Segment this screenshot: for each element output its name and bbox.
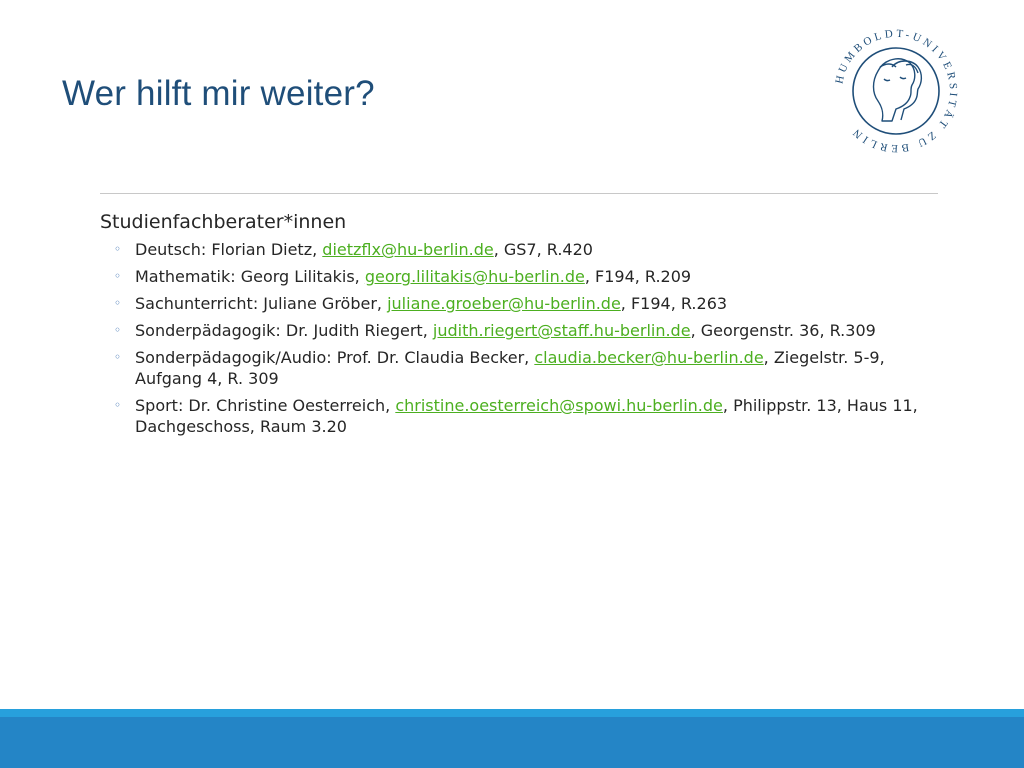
email-link[interactable]: georg.lilitakis@hu-berlin.de <box>364 267 585 286</box>
bullet-icon: ◦ <box>114 269 122 283</box>
bullet-icon: ◦ <box>114 296 122 310</box>
advisor-info: Sachunterricht: Juliane Gröber, <box>135 294 388 313</box>
bullet-icon: ◦ <box>114 242 122 256</box>
advisor-list-item <box>100 293 945 314</box>
email-link[interactable]: christine.oesterreich@spowi.hu-berlin.de <box>395 396 723 415</box>
email-link[interactable]: judith.riegert@staff.hu-berlin.de <box>432 321 691 340</box>
advisor-location: , GS7, R.420 <box>493 240 593 259</box>
footer-bar-accent <box>0 709 1024 717</box>
advisor-list-item <box>100 395 945 437</box>
bullet-icon: ◦ <box>114 350 122 364</box>
advisor-info: Sonderpädagogik: Dr. Judith Riegert, <box>135 321 433 340</box>
section-heading: Studienfachberater*innen <box>100 211 347 233</box>
advisor-location: , F194, R.209 <box>584 267 692 286</box>
advisor-location: , Philippstr. 13, Haus 11, Dachgeschoss, Raum 3.20 <box>135 396 918 436</box>
content-area <box>100 211 945 443</box>
advisor-location: , Georgenstr. 36, R.309 <box>690 321 876 340</box>
email-link[interactable]: dietzflx@hu-berlin.de <box>322 240 494 259</box>
advisor-list-item <box>100 266 945 287</box>
advisor-list-item <box>100 347 945 389</box>
advisor-location: , Ziegelstr. 5-9, Aufgang 4, R. 309 <box>135 348 885 388</box>
advisor-info: Sonderpädagogik/Audio: Prof. Dr. Claudia Becker, <box>135 348 535 367</box>
advisor-info: Mathematik: Georg Lilitakis, <box>135 267 365 286</box>
advisor-info: Sport: Dr. Christine Oesterreich, <box>135 396 396 415</box>
advisor-list <box>100 239 945 437</box>
advisor-location: , F194, R.263 <box>620 294 728 313</box>
portrait-profiles <box>874 59 922 121</box>
bullet-icon: ◦ <box>114 323 122 337</box>
advisor-list-item <box>100 239 945 260</box>
footer-bar <box>0 717 1024 768</box>
bullet-icon: ◦ <box>114 398 122 412</box>
seal-ring-text: HUMBOLDT-UNIVERSITÄT ZU BERLIN <box>833 27 960 155</box>
advisor-info: Deutsch: Florian Dietz, <box>135 240 323 259</box>
university-seal-icon <box>826 21 966 161</box>
email-link[interactable]: juliane.groeber@hu-berlin.de <box>387 294 621 313</box>
advisor-list-item <box>100 320 945 341</box>
title-divider <box>100 193 938 194</box>
slide-title: Wer hilft mir weiter? <box>62 74 375 113</box>
email-link[interactable]: claudia.becker@hu-berlin.de <box>534 348 764 367</box>
